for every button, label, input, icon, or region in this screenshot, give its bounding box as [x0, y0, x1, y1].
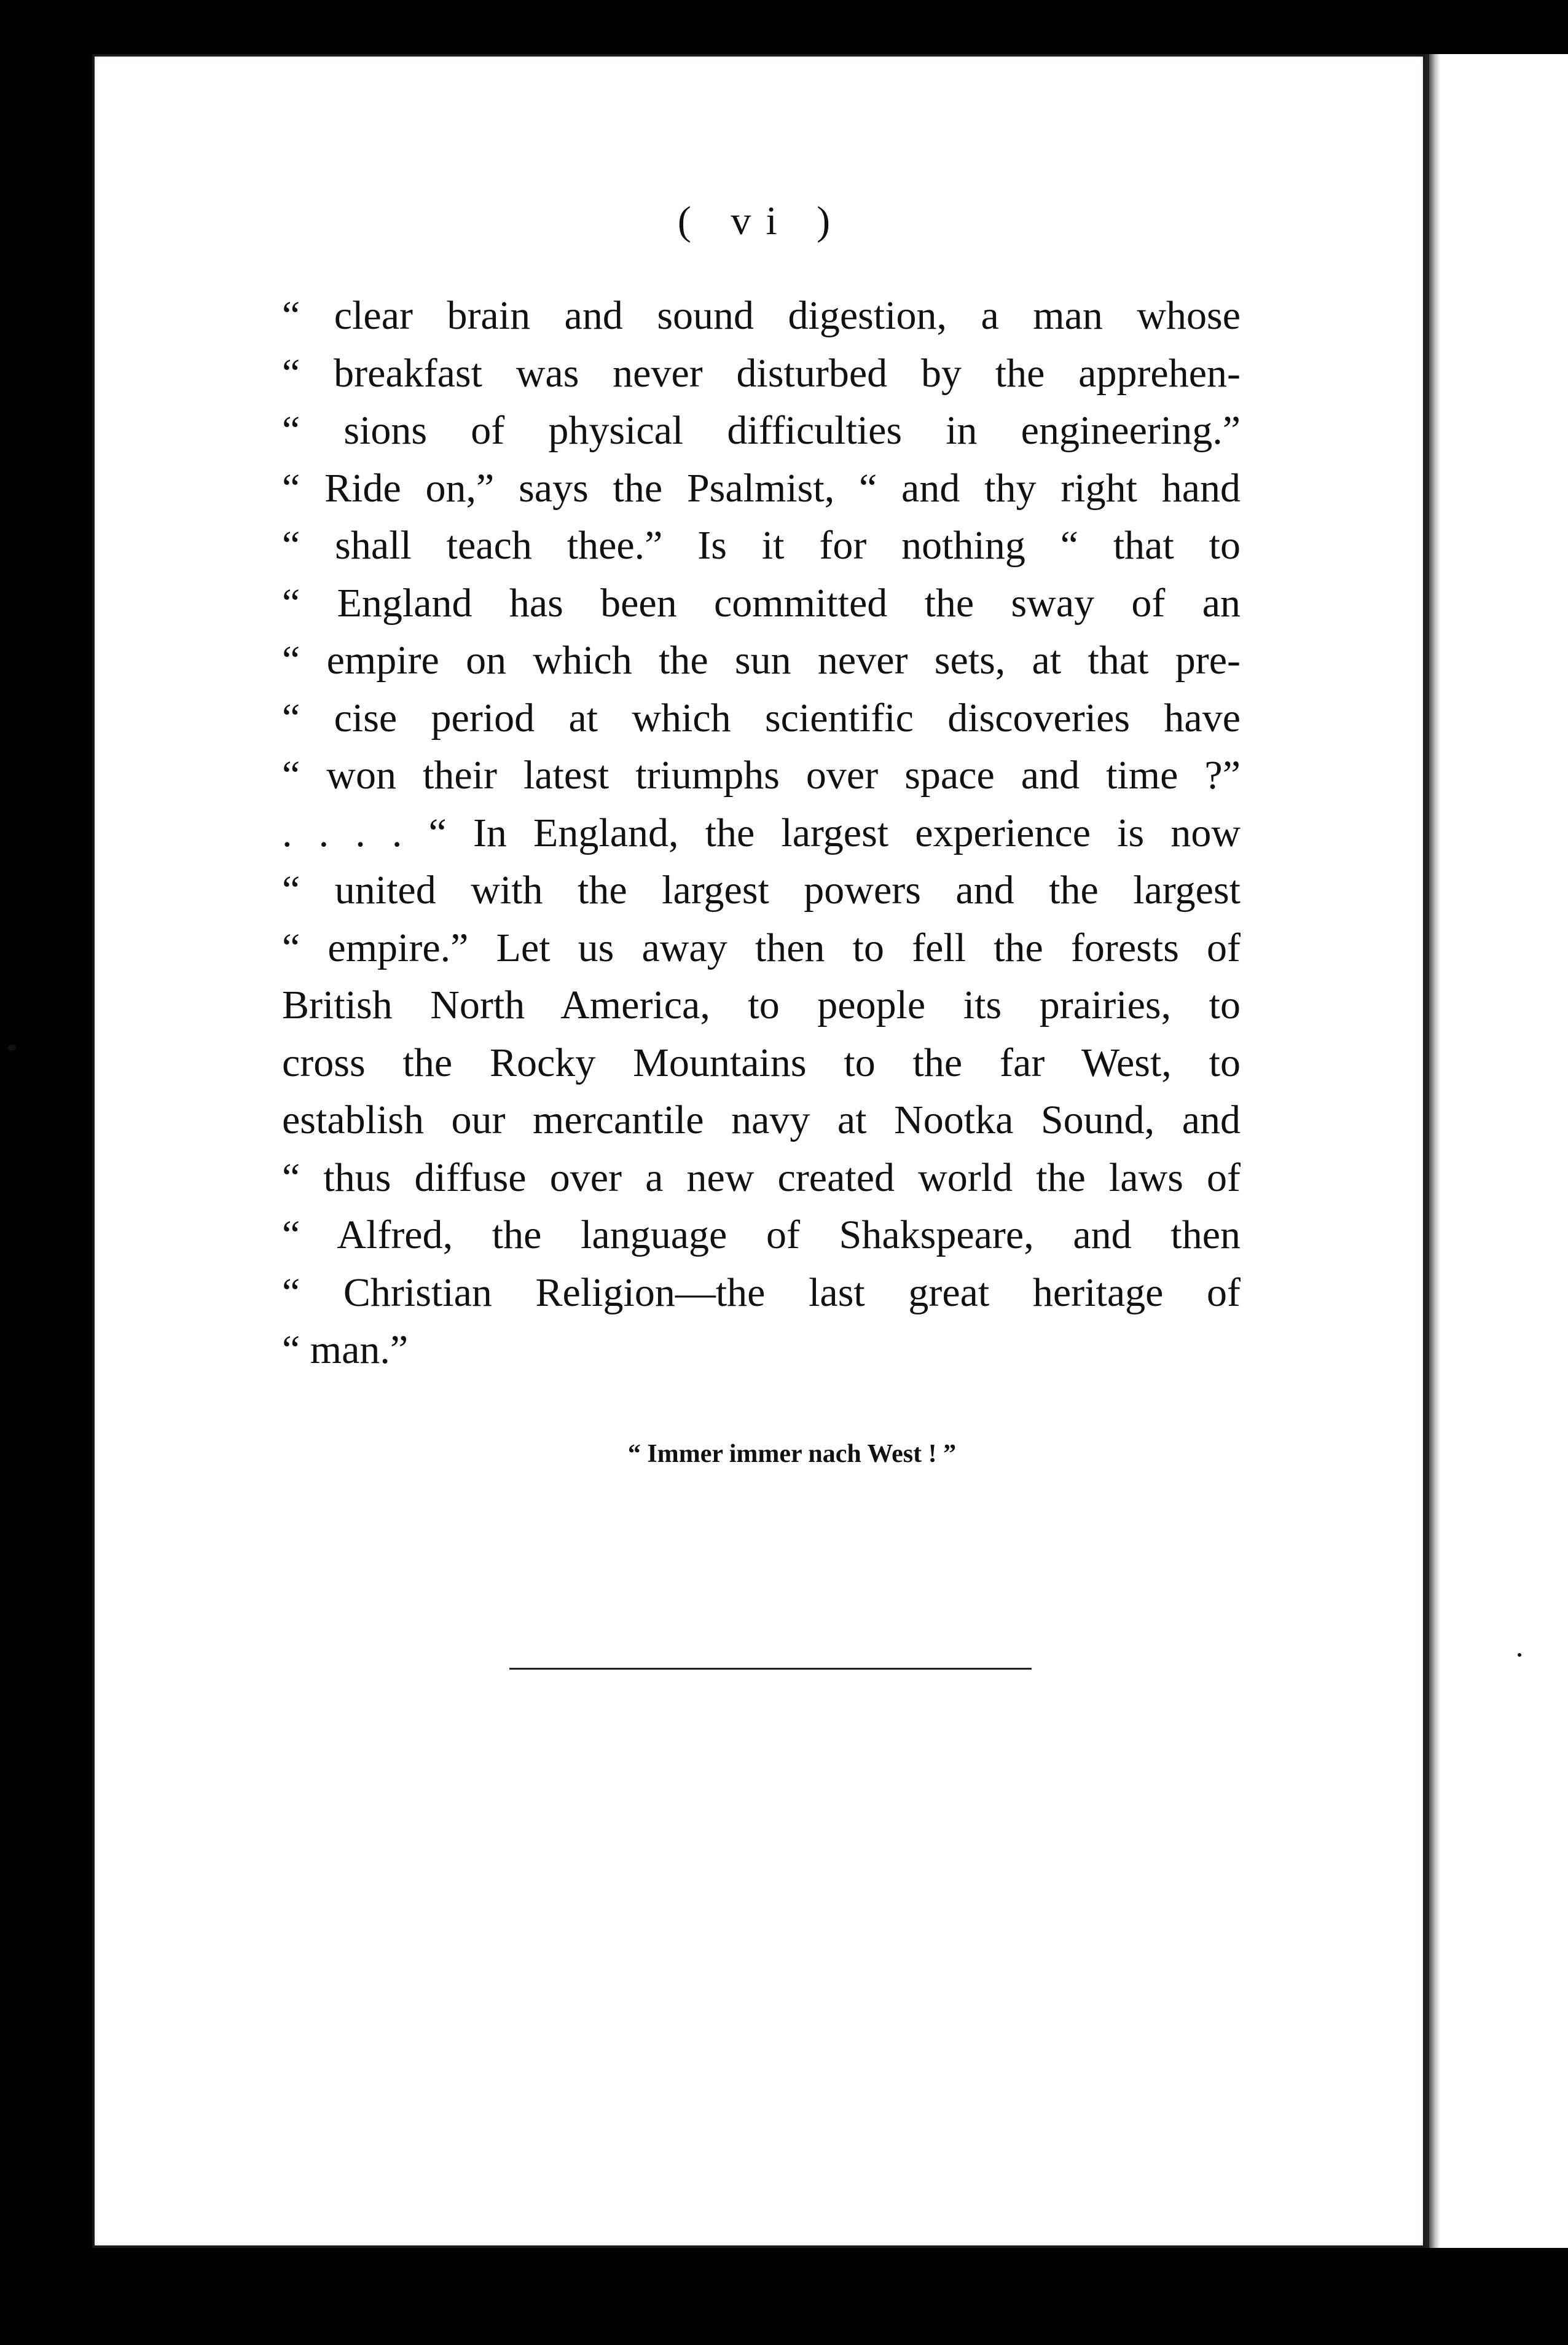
- text-line: “ breakfast was never disturbed by the apprehen-: [282, 350, 1241, 396]
- motto: “ Immer immer nach West ! ”: [627, 1440, 957, 1468]
- text-line: “ won their latest triumphs over space and time ?”: [282, 753, 1241, 798]
- text-line: establish our mercantile navy at Nootka Sound, and: [282, 1098, 1241, 1142]
- adjacent-page-edge: [1424, 54, 1568, 2248]
- book-page: [92, 54, 1425, 2248]
- text-line: British North America, to people its prairies, to: [282, 983, 1241, 1027]
- text-line: “ thus diffuse over a new created world the laws of: [282, 1155, 1241, 1200]
- text-line: “ Ride on,” says the Psalmist, “ and thy right hand: [282, 465, 1241, 511]
- text-line: “ empire on which the sun never sets, at that pre-: [282, 638, 1241, 683]
- page-gutter-shadow: [1429, 54, 1440, 2248]
- body-text: [282, 287, 1241, 1379]
- text-line: cross the Rocky Mountains to the far West, to: [282, 1040, 1241, 1085]
- text-line: “ empire.” Let us away then to fell the forests of: [282, 925, 1241, 970]
- text-line: “ clear brain and sound digestion, a man whose: [282, 293, 1241, 338]
- text-line: “ sions of physical difficulties in engineering.”: [282, 408, 1241, 453]
- text-line: “ England has been committed the sway of an: [282, 580, 1241, 626]
- scan-speck: [7, 1045, 16, 1051]
- text-line: “ man.”: [282, 1327, 409, 1372]
- text-line: “ cise period at which scientific discoveries have: [282, 695, 1241, 740]
- page-number: ( vi ): [677, 198, 845, 243]
- text-line: . . . . “ In England, the largest experience is now: [282, 810, 1241, 855]
- section-rule: [509, 1668, 1032, 1670]
- text-line: “ Christian Religion—the last great heritage of: [282, 1270, 1241, 1315]
- text-line: “ shall teach thee.” Is it for nothing “ that to: [282, 523, 1241, 568]
- text-line: “ Alfred, the language of Shakspeare, and then: [282, 1212, 1241, 1257]
- scan-speck: [1518, 1653, 1521, 1657]
- text-line: “ united with the largest powers and the largest: [282, 868, 1241, 913]
